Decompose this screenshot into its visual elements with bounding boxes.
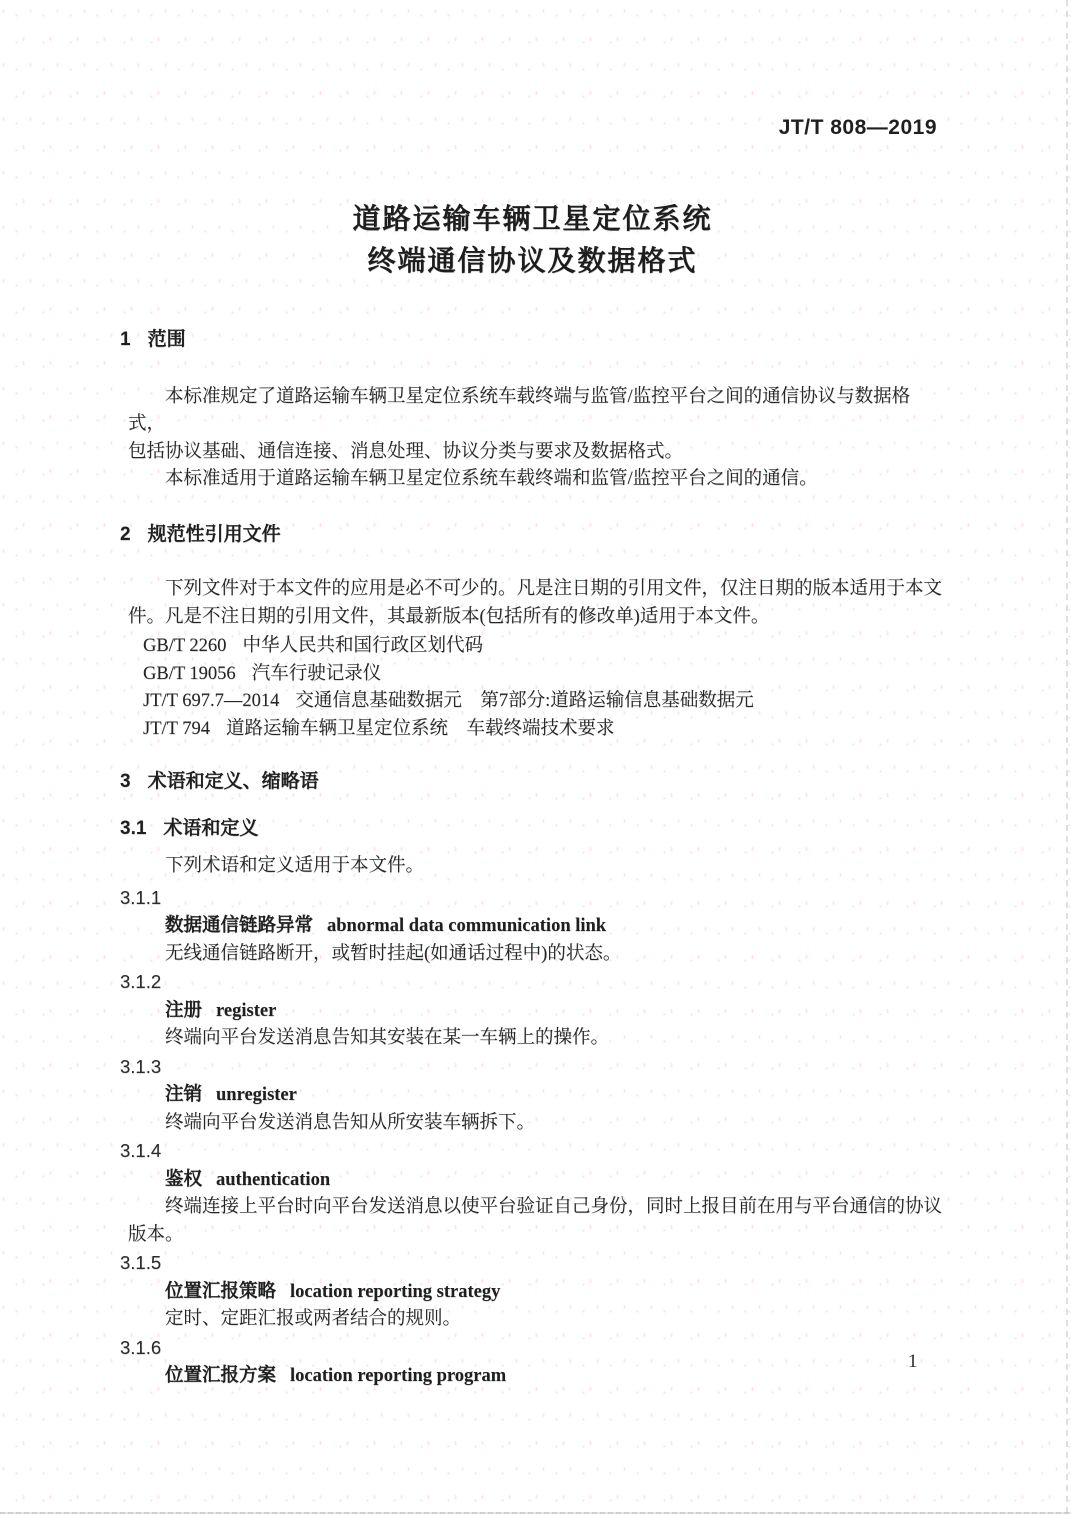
term-clause-number: 3.1.3 [120,1055,162,1077]
term-name-zh: 数据通信链路异常 [165,914,314,935]
term-title [128,911,945,941]
section-3-1-heading [120,815,945,843]
document-title-line1: 道路运输车辆卫星定位系统 [352,203,713,234]
term-clause-number: 3.1.1 [120,886,162,908]
term-clause-number: 3.1.2 [120,971,162,992]
reference-title: 道路运输车辆卫星定位系统 车载终端技术要求 [225,718,615,739]
section-2-heading [120,521,945,549]
terms-list [120,884,945,1391]
section-1-title: 范围 [147,329,186,350]
section-3-1-title: 术语和定义 [163,817,259,839]
paragraph-line: 本标准适用于道路运输车辆卫星定位系统车载终端和监管/监控平台之间的通信。 [165,469,818,489]
term-title [128,996,945,1026]
paragraph-line: 下列文件对于本文件的应用是必不可少的。凡是注日期的引用文件，仅注日期的版本适用于本文 [165,579,943,599]
reference-code: JT/T 794 [143,718,210,739]
section-3-number: 3 [120,771,131,792]
references-paragraph [128,576,945,631]
term-definition: 终端连接上平台时向平台发送消息以使平台验证自己身份，同时上报目前在用与平台通信的协议 [165,1197,943,1217]
term-title [128,1277,945,1307]
reference-item [143,688,945,716]
reference-title: 交通信息基础数据元 第7部分:道路运输信息基础数据元 [295,691,754,711]
term-clause-number: 3.1.5 [120,1252,162,1273]
reference-item [143,633,945,661]
term-title [128,1165,945,1195]
scope-paragraph-1 [128,384,945,467]
section-1-number: 1 [120,329,131,350]
term-name-zh: 位置汇报策略 [165,1279,277,1301]
section-2-title: 规范性引用文件 [147,523,281,545]
page-content [120,0,945,1391]
terms-intro: 下列术语和定义适用于本文件。 [165,856,425,876]
term-name-en: location reporting program [290,1366,507,1386]
document-title [120,198,945,282]
scope-paragraph-2 [128,466,945,494]
term-title [128,1080,945,1110]
term-title [128,1361,945,1391]
term-clause-number: 3.1.6 [120,1336,162,1358]
term-definition-continued: 版本。 [128,1224,184,1245]
term-definition: 终端向平台发送消息告知其安装在某一车辆上的操作。 [165,1028,610,1048]
reference-title: 中华人民共和国行政区划代码 [242,636,483,656]
term-name-en: location reporting strategy [290,1281,501,1302]
section-3-title: 术语和定义、缩略语 [147,771,319,792]
term-clause-number: 3.1.4 [120,1140,162,1161]
reference-code: GB/T 19056 [143,663,236,684]
term-definition: 无线通信链路断开，或暂时挂起(如通话过程中)的状态。 [165,943,622,964]
reference-code: GB/T 2260 [143,636,227,656]
document-title-line2: 终端通信协议及数据格式 [367,245,698,276]
standard-code: JT/T 808—2019 [778,116,937,139]
term-name-en: register [216,1000,277,1021]
term-name-zh: 注册 [165,998,203,1020]
page-number: 1 [908,1351,918,1372]
term-definition: 终端向平台发送消息告知从所安装车辆拆下。 [165,1112,536,1133]
paragraph-line: 件。凡是不注日期的引用文件，其最新版本(包括所有的修改单)适用于本文件。 [128,606,770,627]
term-name-zh: 鉴权 [165,1167,203,1189]
term-name-zh: 位置汇报方案 [165,1364,277,1385]
term-name-en: authentication [216,1169,331,1190]
normative-references-list [143,633,945,743]
reference-code: JT/T 697.7—2014 [143,691,280,711]
term-name-en: abnormal data communication link [327,916,607,936]
term-name-en: unregister [216,1085,297,1105]
reference-item [143,716,945,744]
section-3-heading [120,768,945,796]
term-definition: 定时、定距汇报或两者结合的规则。 [165,1309,462,1329]
section-3-1-number: 3.1 [120,817,147,839]
term-name-zh: 注销 [165,1083,203,1104]
section-2-number: 2 [120,523,131,545]
paragraph-line: 包括协议基础、通信连接、消息处理、协议分类与要求及数据格式。 [128,441,684,462]
section-1-heading [120,326,945,354]
reference-item [143,661,945,689]
paragraph-line: 本标准规定了道路运输车辆卫星定位系统车载终端与监管/监控平台之间的通信协议与数据格式， [128,386,911,434]
reference-title: 汽车行驶记录仪 [251,663,382,684]
